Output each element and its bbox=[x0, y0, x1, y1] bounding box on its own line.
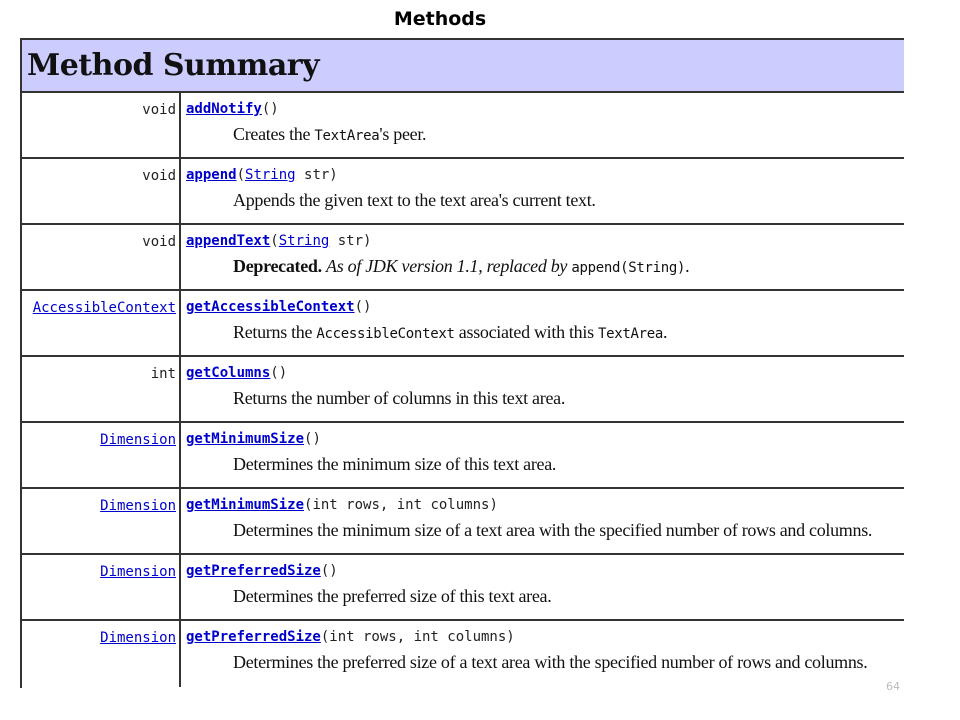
method-name-link[interactable]: appendText bbox=[186, 233, 271, 249]
table-row bbox=[22, 489, 904, 555]
method-description bbox=[233, 190, 904, 211]
return-type-cell bbox=[22, 159, 181, 223]
method-cell bbox=[181, 225, 904, 289]
return-type: int bbox=[150, 366, 176, 382]
method-signature bbox=[186, 365, 904, 381]
return-type-link[interactable]: Dimension bbox=[100, 564, 176, 580]
return-type: void bbox=[142, 102, 176, 118]
method-signature bbox=[186, 233, 904, 249]
method-cell bbox=[181, 423, 904, 487]
code-text: AccessibleContext bbox=[316, 326, 455, 342]
return-type-cell bbox=[22, 291, 181, 355]
description-text: Determines the preferred size of a text area with the specified number of rows and columns. bbox=[233, 652, 868, 672]
method-description bbox=[233, 454, 904, 475]
method-cell bbox=[181, 159, 904, 223]
return-type-link[interactable]: Dimension bbox=[100, 630, 176, 646]
return-type: void bbox=[142, 234, 176, 250]
method-params: (int rows, int columns) bbox=[320, 629, 515, 645]
method-signature bbox=[186, 497, 904, 513]
description-text: . bbox=[685, 256, 690, 276]
method-signature bbox=[186, 167, 904, 183]
table-row bbox=[22, 291, 904, 357]
method-signature bbox=[186, 431, 904, 447]
method-params: () bbox=[354, 299, 372, 315]
method-description bbox=[233, 322, 904, 343]
method-name-link[interactable]: getAccessibleContext bbox=[186, 299, 355, 315]
param-type-link[interactable]: String bbox=[245, 167, 296, 183]
description-text: Appends the given text to the text area's current text. bbox=[233, 190, 596, 210]
deprecated-label: Deprecated. bbox=[233, 256, 322, 276]
method-description bbox=[233, 124, 904, 145]
method-description bbox=[233, 388, 904, 409]
table-row bbox=[22, 423, 904, 489]
table-header bbox=[22, 40, 904, 93]
method-description bbox=[233, 256, 904, 277]
method-params: () bbox=[270, 365, 288, 381]
table-body bbox=[22, 93, 904, 687]
method-name-link[interactable]: getMinimumSize bbox=[186, 497, 305, 513]
method-description bbox=[233, 520, 904, 541]
description-text: 's peer. bbox=[379, 124, 427, 144]
table-header-title: Method Summary bbox=[27, 48, 320, 83]
description-text: Determines the minimum size of this text area. bbox=[233, 454, 557, 474]
description-text: Returns the bbox=[233, 322, 317, 342]
return-type-cell bbox=[22, 423, 181, 487]
method-name-link[interactable]: getMinimumSize bbox=[186, 431, 305, 447]
table-row bbox=[22, 621, 904, 687]
method-signature bbox=[186, 629, 904, 645]
table-row bbox=[22, 159, 904, 225]
return-type-cell bbox=[22, 555, 181, 619]
method-signature bbox=[186, 101, 904, 117]
method-cell bbox=[181, 489, 904, 553]
method-params-rest: str) bbox=[329, 233, 372, 249]
method-cell bbox=[181, 291, 904, 355]
code-text: TextArea bbox=[597, 326, 664, 342]
method-params: ( bbox=[236, 167, 246, 183]
method-cell bbox=[181, 555, 904, 619]
return-type-cell bbox=[22, 357, 181, 421]
method-signature bbox=[186, 563, 904, 579]
description-text: Determines the preferred size of this text area. bbox=[233, 586, 552, 606]
description-text: associated with this bbox=[454, 322, 598, 342]
param-type-link[interactable]: String bbox=[278, 233, 330, 249]
code-text: TextArea bbox=[314, 128, 380, 144]
method-params: () bbox=[320, 563, 338, 579]
description-text: . bbox=[663, 322, 668, 342]
method-params: ( bbox=[270, 233, 279, 249]
table-row bbox=[22, 555, 904, 621]
deprecated-note: As of JDK version 1.1, replaced by bbox=[326, 256, 572, 276]
method-cell bbox=[181, 357, 904, 421]
method-cell bbox=[181, 621, 904, 687]
method-params: () bbox=[261, 101, 279, 117]
method-params: (int rows, int columns) bbox=[304, 497, 498, 513]
method-name-link[interactable]: addNotify bbox=[186, 101, 262, 117]
method-params: () bbox=[304, 431, 321, 447]
code-text: append(String) bbox=[571, 260, 686, 276]
page-number: 64 bbox=[886, 680, 900, 693]
table-row bbox=[22, 93, 904, 159]
method-name-link[interactable]: getColumns bbox=[186, 365, 271, 381]
table-row bbox=[22, 357, 904, 423]
slide-title: Methods bbox=[393, 8, 487, 30]
method-name-link[interactable]: append bbox=[186, 167, 237, 183]
description-text: Creates the bbox=[233, 124, 315, 144]
method-cell bbox=[181, 93, 904, 157]
return-type-cell bbox=[22, 225, 181, 289]
description-text: Returns the number of columns in this text area. bbox=[233, 388, 566, 408]
method-summary-table bbox=[20, 38, 904, 688]
description-text: Determines the minimum size of a text area with the specified number of rows and columns. bbox=[233, 520, 873, 540]
return-type-link[interactable]: AccessibleContext bbox=[32, 300, 176, 316]
return-type-link[interactable]: Dimension bbox=[100, 432, 176, 448]
method-description bbox=[233, 652, 904, 673]
method-name-link[interactable]: getPreferredSize bbox=[186, 563, 321, 579]
method-signature bbox=[186, 299, 904, 315]
return-type-cell bbox=[22, 93, 181, 157]
return-type-link[interactable]: Dimension bbox=[100, 498, 176, 514]
table-row bbox=[22, 225, 904, 291]
return-type: void bbox=[142, 168, 176, 184]
method-description bbox=[233, 586, 904, 607]
return-type-cell bbox=[22, 489, 181, 553]
method-params-rest: str) bbox=[295, 167, 338, 183]
method-name-link[interactable]: getPreferredSize bbox=[186, 629, 321, 645]
return-type-cell bbox=[22, 621, 181, 687]
